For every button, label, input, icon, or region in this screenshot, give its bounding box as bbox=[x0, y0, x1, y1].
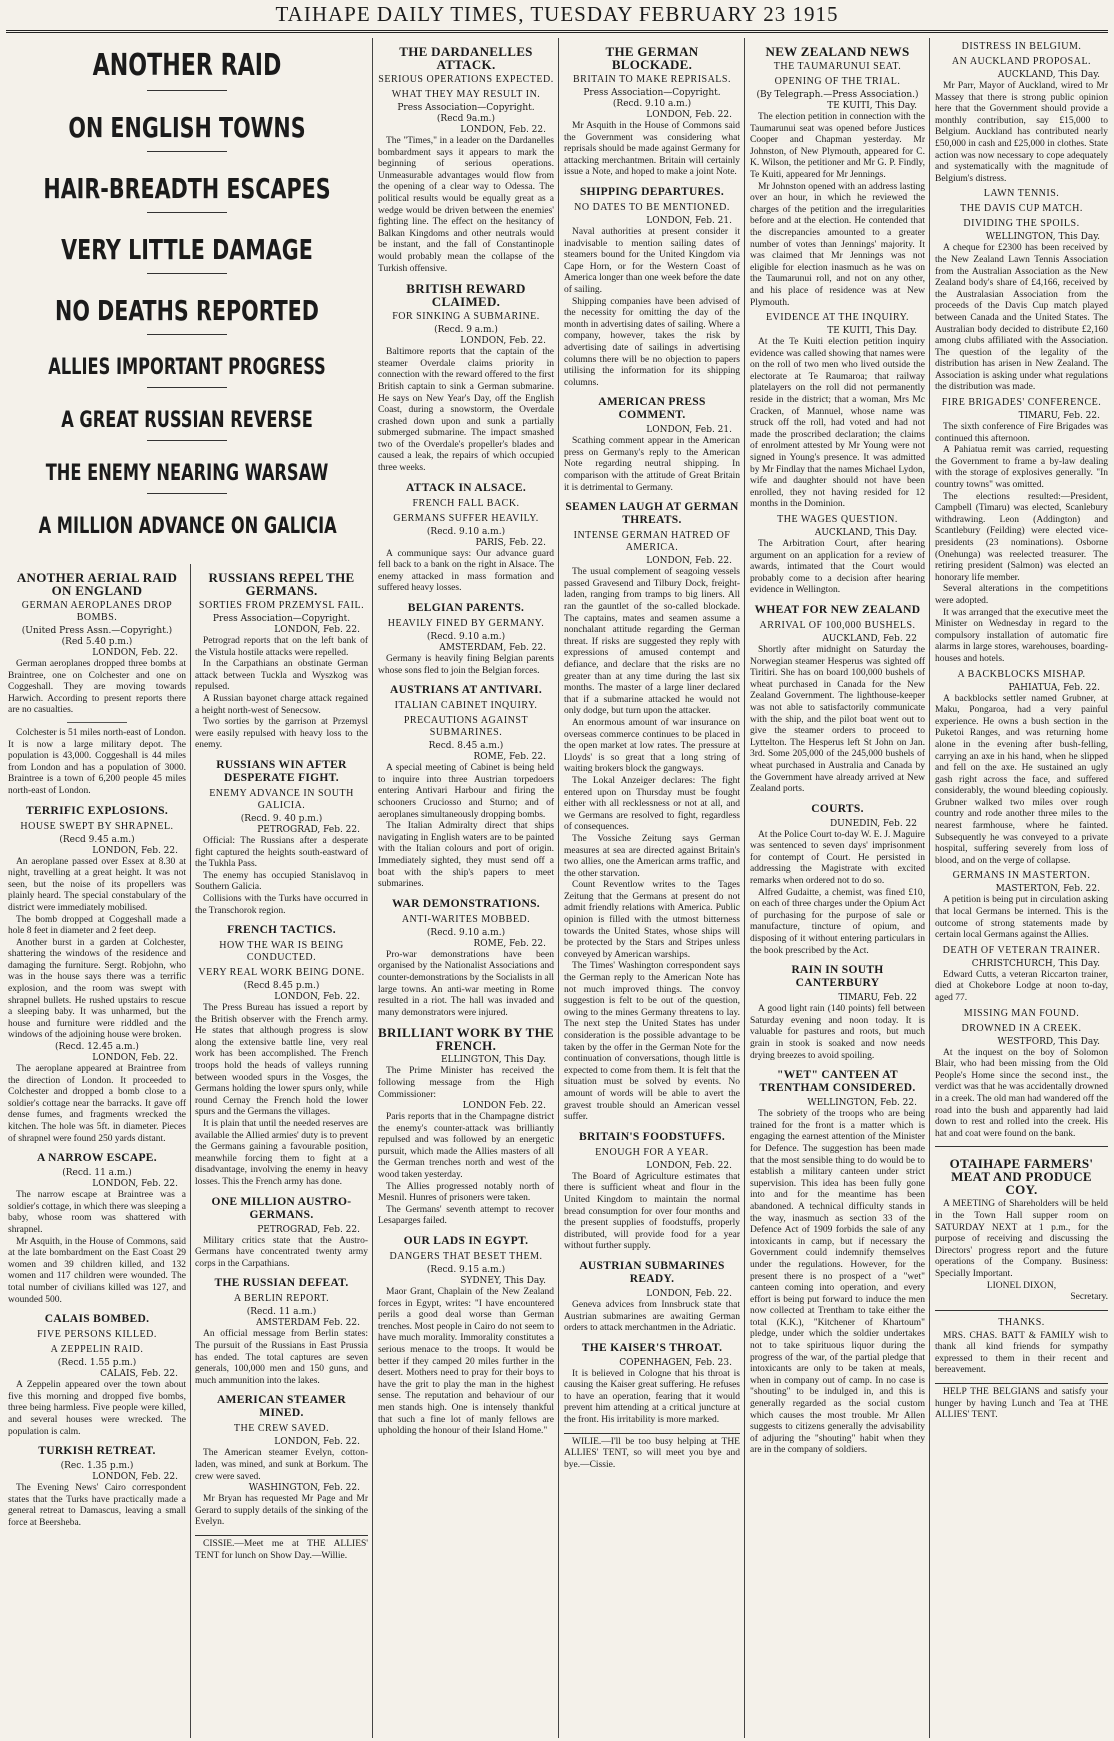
dateline: LONDON, Feb. 22. bbox=[274, 625, 360, 635]
received-time: (Recd. 1.55 p.m.) bbox=[57, 1358, 137, 1369]
dateline: WASHINGTON, Feb. 22. bbox=[248, 1483, 360, 1494]
dateline: LONDON, Feb. 22. bbox=[460, 125, 546, 135]
article-subheading: INTENSE GERMAN HATRED OF AMERICA. bbox=[573, 530, 731, 554]
dateline: LONDON, Feb. 22. bbox=[646, 1288, 732, 1299]
article-subheading: FRENCH FALL BACK. bbox=[412, 497, 520, 509]
article-heading: THE GERMAN BLOCKADE. bbox=[605, 44, 699, 72]
article-paragraph: At the Police Court to-day W. E. J. Maguire was sentenced to seven days' imprisonment for contempt of Court. He persisted in addressing the Magistrate with excited remarks when ordered not to do so. bbox=[750, 829, 925, 887]
notice-box bbox=[564, 1433, 740, 1472]
article-paragraph: Germany is heavily fining Belgian parents whose sons fled to join the Belgian forces. bbox=[378, 654, 554, 676]
column-3 bbox=[374, 38, 558, 1738]
article-subheading: THE TAUMARUNUI SEAT. bbox=[773, 61, 902, 72]
article-heading: THE DARDANELLES ATTACK. bbox=[399, 44, 533, 72]
received-time: (Rec. 1.35 p.m.) bbox=[60, 1461, 134, 1472]
headline: A MILLION ADVANCE ON GALICIA bbox=[38, 514, 337, 539]
dateline: LONDON, Feb. 22. bbox=[92, 1053, 178, 1064]
dateline: LONDON, Feb. 22. bbox=[274, 992, 360, 1003]
article-heading: TURKISH RETREAT. bbox=[38, 1445, 156, 1458]
article-paragraph: The usual complement of seagoing vessels passed Gravesend and Tilbury Dock, freight-laden, ranging from tramps to big liners. All ran the gauntlet of the so-called blockade. The captains, mates and seamen assume a nonchalant attitude regarding the German threat. If risks are suggested they reply with expressions of amused contempt and defiance, and declare that the risks are no greater than at any time during the last six months. The master of a large liner declared that if a submarine attacked he would not only dodge, but turn upon the attacker. bbox=[564, 567, 740, 717]
column-5 bbox=[746, 38, 929, 1738]
article-subheading: THE CREW SAVED. bbox=[233, 1423, 330, 1435]
article-paragraph: An enormous amount of war insurance on overseas commerce continues to be placed in the open market at low rates. The pressure at Lloyds' is so great that a long string of waiting brokers block the gangways. bbox=[564, 717, 740, 775]
divider bbox=[147, 151, 227, 152]
article-paragraph: The sobriety of the troops who are being trained for the front is a matter which is engaging the earnest attention of the Minister for Defence. The suggestion has been made that the most sensible thing to do would be to establish a military canteen under strict supervision. This idea has been fully gone into and for the meantime has been abandoned. A technical difficulty stands in the way, inasmuch as section 33 of the Defence Act of 1909 forbids the sale of any intoxicants in camp, but if necessary the Government could indemnify themselves under the regulations. However, for the present there is no prospect of a "wet" canteen coming into operation, and every effort is being put forward to induce the men now collected at Trentham to take either the total (K.K.), "Kitchener of Khartoum" pledge, under which the soldier undertakes not to take spirituous liquor during the progress of the war, of the partial pledge that intoxicants are only to be taken at meals, when in company out of camp. In no case is "shouting" to be indulged in, and this is generally regarded as the social custom which causes the most trouble. Mr Allen suggests to citizens generally the advisability of adjuring the "shouting" habit when they are in the company of soldiers. bbox=[750, 1109, 925, 1456]
column-2 bbox=[190, 564, 372, 1738]
article-paragraph: Baltimore reports that the captain of the steamer Overdale claims priority in connection with the reward offered to the first British captain to sink a German submarine. He says on New Year's Day, off the English Coast, during a snowstorm, the Overdale crashed down upon and sunk a partially submerged submarine. The impact smashed two of the Overdale's propeller's blades and caused a leak, the repairs of which occupied three weeks. bbox=[378, 347, 554, 474]
article-paragraph: Petrograd reports that on the left bank of the Vistula hostile attacks were repelled. bbox=[195, 636, 368, 658]
article-heading: SEAMEN LAUGH AT GERMAN THREATS. bbox=[565, 501, 739, 527]
personal-notice: CISSIE.—Meet me at THE ALLIES' TENT for lunch on Show Day.—Willie. bbox=[195, 1538, 368, 1561]
article-paragraph: The Times' Washington correspondent says the German reply to the American Note has not much improved things. The convoy suggestion is felt to be out of the question, owing to the mines Germany threatens to lay. The next step the United States has under consideration is the possible advantage to be taken by the offer in the German Note for the continuation of conversations, though little is expected to come from them. It is felt that the situation must be solved by events. No amount of words will be able to avert the gravest trouble should an American vessel suffer. bbox=[564, 961, 740, 1123]
article-subheading: LAWN TENNIS. bbox=[983, 188, 1060, 200]
dateline: AUCKLAND, Feb. 22 bbox=[822, 633, 917, 644]
article-paragraph: Geneva advices from Innsbruck state that Austrian submarines are awaiting German orders to attack merchantmen in the Adriatic. bbox=[564, 1299, 740, 1334]
dateline: MASTERTON, Feb. 22. bbox=[995, 884, 1100, 895]
article-paragraph: The election petition in connection with the Taumarunui seat was opened before Justices Cooper and Chapman yesterday. Mr Johnston, of New Plymouth, appeared for C. K. Wilson, the petitioner and Mr G. P. Findly, Te Kuiti, appeared for Mr Jennings. bbox=[750, 112, 925, 180]
article-paragraph: A Zeppelin appeared over the town about five this morning and dropped five bombs, three being harmless. Five people were killed, and several houses were wrecked. The population is calm. bbox=[8, 1380, 186, 1437]
article-paragraph: The Arbitration Court, after hearing argument on an application for a review of awards, intimated that the Court would probably come to a decision after hearing evidence in Wellington. bbox=[750, 539, 925, 596]
article-heading: SHIPPING DEPARTURES. bbox=[579, 185, 725, 198]
dateline: LONDON, Feb. 22. bbox=[460, 336, 546, 347]
article-subheading: MISSING MAN FOUND. bbox=[963, 1007, 1080, 1019]
advert-heading: OTAIHAPE FARMERS' MEAT AND PRODUCE COY. bbox=[949, 1156, 1094, 1198]
article-paragraph: The Italian Admiralty direct that ships navigating in English waters are to be painted with the Italian colours and port of origin. Immediately sighted, they must send off a boat with the ship's papers to meet submarines. bbox=[378, 821, 554, 890]
dateline: TIMARU, Feb. 22. bbox=[1018, 411, 1100, 422]
article-heading: AMERICAN PRESS COMMENT. bbox=[598, 396, 706, 422]
dateline: PETROGRAD, Feb. 22. bbox=[257, 824, 360, 835]
divider bbox=[147, 387, 227, 388]
article-paragraph: Mr Asquith in the House of Commons said the Government was considering what reprisals should be made against Germany for attacking merchantmen. Britain will certainly issue a Note, and hoped to make a joint Note. bbox=[564, 121, 740, 178]
article-paragraph: Shortly after midnight on Saturday the Norwegian steamer Hesperus was sighted off Tiritiri. She has on board 100,000 bushels of wheat purchased in Canada for the New Zealand Government. The lighthouse-keeper was not able to satisfactorily communicate with the ship, and the pilot boat went out to give the steamer orders to proceed to Lyttelton. The Hesperus left St John on Jan. 3rd. Some 205,000 of the 245,000 bushels of wheat purchased in Australia and Canada by the Government have already arrived at New Zealand ports. bbox=[750, 644, 925, 795]
article-paragraph: Mr Parr, Mayor of Auckland, wired to Mr Massey that there is strong public opinion here that the Government should provide a monthly contribution, say £15,000 to Belgium. Auckland has contributed nearly £50,000 in cash and £25,000 in clothes. State action was now necessary to cope adequately and systematically with the magnitude of Belgium's distress. bbox=[935, 81, 1108, 184]
notice-box bbox=[935, 1383, 1108, 1422]
personal-notice: HELP THE BELGIANS and satisfy your hunger by having Lunch and Tea at THE ALLIES' TENT. bbox=[935, 1387, 1108, 1421]
headline: ON ENGLISH TOWNS bbox=[68, 111, 306, 144]
article-subheading: A ZEPPELIN RAID. bbox=[50, 1344, 144, 1356]
article-paragraph: Another burst in a garden at Colchester, shattering the windows of the residence and damaging the furniture. Sergt. Robjohn, who was in the house says there was a terrific explosion, and the room was swept with shrapnel bullets. He rushed upstairs to rescue a sleeping baby. It was unharmed, but the house and furniture were riddled and the windows of the adjoining house were broken. bbox=[8, 937, 186, 1041]
article-subheading: HOW THE WAR IS BEING CONDUCTED. bbox=[219, 940, 344, 964]
dateline: PAHIATUA, Feb. 22. bbox=[1008, 682, 1100, 693]
dateline: PETROGRAD, Feb. 22. bbox=[257, 1224, 360, 1235]
advert-signature: LIONEL DIXON, bbox=[986, 1280, 1057, 1291]
article-subheading: FOR SINKING A SUBMARINE. bbox=[392, 311, 540, 323]
article-heading: COURTS. bbox=[811, 802, 864, 815]
article-heading: WAR DEMONSTRATIONS. bbox=[392, 897, 540, 910]
article-paragraph: The Board of Agriculture estimates that there is sufficient wheat and flour in the United Kingdom to maintain the normal bread consumption for over four months and the present supplies of foodstuffs, properly distributed, will provide food for a year without further supply. bbox=[564, 1171, 740, 1252]
article-subheading: HEAVILY FINED BY GERMANY. bbox=[387, 618, 545, 630]
article-paragraph: The "Times," in a leader on the Dardanelles bombardment says it appears to mark the beginning of serious operations. Unmeasurable advantages would flow from the opening of a clear way to Odessa. The political results would be equally great as a wedge would be driven between the enemies' fighting line. The effect on the hesitancy of Balkan Kingdoms and other neutrals would be instant, and the fall of Constantinople would probably mean the collapse of the Turkish offensive. bbox=[378, 136, 554, 274]
article-paragraph: A cheque for £2300 has been received by the New Zealand Lawn Tennis Association from the Australian Association as the New Zealand body's share of £4,166, received by the Australasian Association from the proceeds of the Davis Cup match played between Canada and the United States. The Australian body decided to distribute £2,160 among clubs affiliated with the Association. The question of the legality of the distribution has arisen in New Zealand. The Association is asking under what regulations the distribution was made. bbox=[935, 243, 1108, 393]
article-paragraph: The Evening News' Cairo correspondent states that the Turks have practically made a general retreat to Damascus, leaving a small force at Beersheba. bbox=[8, 1483, 186, 1528]
wire-credit: Press Association—Copyright. bbox=[397, 103, 535, 113]
article-paragraph: The Lokal Anzeiger declares: The fight entered upon on Thursday must be fought either with all recklessness or not at all, and we Germans are resolved to fight, regardless of consequences. bbox=[564, 775, 740, 833]
article-subheading: A BERLIN REPORT. bbox=[233, 1293, 330, 1305]
article-paragraph: The Prime Minister has received the following message from the High Commissioner: bbox=[378, 1066, 554, 1100]
wire-credit: Press Association—Copyright. bbox=[212, 614, 351, 624]
article-paragraph: A Pahiatua remit was carried, requesting the Government to frame a by-law dealing with the storage of explosives generally. "In country towns" was omitted. bbox=[935, 445, 1108, 491]
dateline: WELLINGTON, Feb. 22. bbox=[807, 1098, 917, 1109]
dateline: LONDON, Feb. 21. bbox=[646, 425, 732, 436]
received-time: (Recd. 9. 40 p.m.) bbox=[240, 813, 323, 824]
divider bbox=[147, 212, 227, 213]
section-heading: NEW ZEALAND NEWS bbox=[765, 44, 910, 59]
received-time: (Recd. 11 a.m.) bbox=[246, 1307, 317, 1318]
received-time: (Recd 9.45 a.m.) bbox=[59, 834, 135, 845]
dateline: LONDON, Feb. 22. bbox=[646, 556, 732, 567]
column-1 bbox=[4, 564, 190, 1738]
article-subheading: DISTRESS IN BELGIUM. bbox=[961, 41, 1082, 52]
article-subheading: SORTIES FROM PRZEMYSL FAIL. bbox=[198, 600, 365, 611]
received-time: (Recd. 9.10 a.m.) bbox=[426, 927, 506, 938]
article-heading: RUSSIANS REPEL THE GERMANS. bbox=[208, 570, 355, 598]
article-paragraph: The narrow escape at Braintree was a soldier's cottage, in which there was sleeping a baby, whose room was shattered with shrapnel. bbox=[8, 1190, 186, 1235]
article-subheading: PRECAUTIONS AGAINST SUBMARINES. bbox=[403, 715, 529, 739]
article-paragraph: The aeroplane appeared at Braintree from the direction of London. It proceeded to Colchester and dropped a bomb close to a soldier's cottage near the barracks. It gave off dense fumes, and fragments wrecked the kitchen. The hole was 5ft. in diameter. Pieces of shrapnel were found 250 yards distant. bbox=[8, 1064, 186, 1144]
column-6 bbox=[931, 38, 1112, 1738]
article-subheading: SERIOUS OPERATIONS EXPECTED. bbox=[378, 74, 554, 85]
dateline: ROME, Feb. 22. bbox=[473, 938, 546, 949]
headline: VERY LITTLE DAMAGE bbox=[61, 233, 313, 266]
article-heading: BELGIAN PARENTS. bbox=[407, 602, 525, 615]
article-paragraph: A petition is being put in circulation asking that local Germans be interned. This is the outcome of strong statements made by certain local Germans against the Allies. bbox=[935, 895, 1108, 941]
article-subheading: VERY REAL WORK BEING DONE. bbox=[198, 967, 365, 979]
advert-text: MRS. CHAS. BATT & FAMILY wish to thank all kind friends for sympathy expressed to them in their recent and bereavement. bbox=[935, 1330, 1108, 1376]
divider bbox=[147, 440, 227, 441]
article-subheading: A BACKBLOCKS MISHAP. bbox=[957, 668, 1086, 680]
article-subheading: GERMANS SUFFER HEAVILY. bbox=[393, 512, 539, 524]
article-paragraph: At the inquest on the boy of Solomon Blair, who had been missing from the Old People's Home since the second inst., the verdict was that he was accidentally drowned in a creek. The old man had wandered off the road into the bush and apparently had laid down to rest and rolled into the creek. His hat and coat were found on the bank. bbox=[935, 1047, 1108, 1139]
received-time: (Recd 9a.m.) bbox=[436, 114, 496, 124]
dateline: DUNEDIN, Feb. 22 bbox=[829, 818, 917, 829]
dateline: TE KUITI, This Day. bbox=[827, 101, 917, 111]
dateline: LONDON, Feb. 22. bbox=[92, 1179, 178, 1190]
headline: A GREAT RUSSIAN REVERSE bbox=[61, 408, 313, 433]
headline: NO DEATHS REPORTED bbox=[55, 294, 319, 327]
article-heading: WHEAT FOR NEW ZEALAND bbox=[754, 603, 921, 616]
article-subheading: EVIDENCE AT THE INQUIRY. bbox=[765, 312, 910, 324]
article-paragraph: Paris reports that in the Champagne district the enemy's counter-attack was brilliantly repulsed and was followed by an energetic pursuit, which made the Allies masters of all the German trenches north and west of the wood taken yesterday. bbox=[378, 1112, 554, 1181]
headline: ANOTHER RAID bbox=[92, 48, 282, 83]
headline: THE ENEMY NEARING WARSAW bbox=[45, 461, 329, 486]
article-subheading: DIVIDING THE SPOILS. bbox=[963, 218, 1080, 230]
article-heading: OUR LADS IN EGYPT. bbox=[403, 1235, 529, 1248]
dateline: AUCKLAND, This Day. bbox=[997, 70, 1100, 80]
dateline: LONDON, Feb. 22. bbox=[92, 648, 178, 658]
dateline: LONDON, Feb. 22. bbox=[274, 1437, 360, 1448]
divider bbox=[147, 493, 227, 494]
dateline: LONDON Feb. 22. bbox=[462, 1101, 546, 1112]
divider bbox=[147, 334, 227, 335]
advert-text: A MEETING of Shareholders will be held in the Town Hall supper room on SATURDAY NEXT at 1 p.m., for the purpose of receiving and discussing the Directors' progress report and the future operations of the Company. Business: Specially Important. bbox=[935, 1199, 1108, 1279]
article-subheading: NO DATES TO BE MENTIONED. bbox=[574, 201, 730, 213]
article-paragraph: The bomb dropped at Coggeshall made a hole 8 feet in diameter and 2 feet deep. bbox=[8, 914, 186, 937]
dateline: CHRISTCHURCH, This Day. bbox=[971, 958, 1100, 969]
article-paragraph: A backblocks settler named Grubner, at Maku, Pongaroa, had a very painful experience. He owns a bush section in the Puketoi Ranges, and was returning home alone in the evening after bush-felling, carrying an axe in his hand, when he slipped and fell on the axe. He sustained an ugly gash right across the face, and suffered considerably, the wound bleeding copiously. Grubner walked two miles over rough country and rode another three miles to the nearest farmhouse, where he fainted. Subsequently he was conveyed to a private hospital, suffering severely from loss of blood, and on the verge of collapse. bbox=[935, 693, 1108, 866]
article-paragraph: Collisions with the Turks have occurred in the Transchorok region. bbox=[195, 893, 368, 916]
article-heading: ANOTHER AERIAL RAID ON ENGLAND bbox=[16, 570, 178, 598]
article-paragraph: The Vossiche Zeitung says German measures at sea are directed against Britain's two allies, one the American arms traffic, and the other starvation. bbox=[564, 833, 740, 879]
advertisement bbox=[935, 1310, 1108, 1377]
received-time: (Recd. 9.10 a.m.) bbox=[426, 632, 506, 643]
article-paragraph: Pro-war demonstrations have been organised by the Nationalist Associations and counter-demonstrations by the Socialists in all large towns. An anti-war meeting in Rome resulted in a riot. The hall was invaded and many demonstrators were injured. bbox=[378, 949, 554, 1018]
personal-notice: WILIE.—I'll be too busy helping at THE ALLIES' TENT, so will meet you bye and bye.—Cissie. bbox=[564, 1436, 740, 1470]
article-paragraph: Mr Bryan has requested Mr Page and Mr Gerard to supply details of the sinking of the Evelyn. bbox=[195, 1494, 368, 1528]
masthead: TAIHAPE DAILY TIMES, TUESDAY FEBRUARY 23 1915 bbox=[275, 2, 839, 26]
article-paragraph: The Allies progressed notably north of Mesnil. Hunres of prisoners were taken. bbox=[378, 1181, 554, 1204]
dateline: LONDON, Feb. 22. bbox=[646, 110, 732, 120]
wire-credit: (United Press Assn.—Copyright.) bbox=[21, 626, 173, 636]
article-heading: BRITISH REWARD CLAIMED. bbox=[406, 281, 526, 310]
article-paragraph: Alfred Gudaitte, a chemist, was fined £10, on each of three charges under the Opium Act of purchasing for the purpose of sale or manufacture, tincture of opium, and disposing of it without entering particulars in the book prescribed by the Act. bbox=[750, 887, 925, 956]
headline: ALLIES IMPORTANT PROGRESS bbox=[48, 355, 326, 380]
article-paragraph: The American steamer Evelyn, cotton-laden, was mined, and sunk at Borkum. The crew were saved. bbox=[195, 1448, 368, 1482]
article-heading: AUSTRIANS AT ANTIVARI. bbox=[390, 684, 542, 697]
article-heading: A NARROW ESCAPE. bbox=[37, 1152, 157, 1165]
article-subheading: ANTI-WARITES MOBBED. bbox=[401, 913, 531, 925]
notice-box bbox=[195, 1535, 368, 1562]
article-paragraph: Count Reventlow writes to the Tages Zeitung that the Germans at present do not admit friendly relations with America. Public opinion is filled with the utmost bitterness towards the United States, whose ships will be protected by the Stars and Stripes unless conveyed by American warships. bbox=[564, 880, 740, 960]
article-subheading: THE WAGES QUESTION. bbox=[777, 514, 898, 525]
divider bbox=[147, 273, 227, 274]
article-heading: BRILLIANT WORK BY THE FRENCH. bbox=[378, 1025, 554, 1054]
article-subheading: HOUSE SWEPT BY SHRAPNEL. bbox=[20, 820, 174, 832]
received-time: (Recd. 9 a.m.) bbox=[434, 325, 498, 336]
article-subheading: FIRE BRIGADES' CONFERENCE. bbox=[941, 397, 1102, 409]
article-paragraph: Scathing comment appear in the American press on Germany's reply to the American Note regarding neutral shipping. In comparison with the attitude of Great Britain it is detrimental to Germany. bbox=[564, 436, 740, 493]
wire-credit: (By Telegraph.—Press Association.) bbox=[756, 90, 919, 100]
article-paragraph: Military critics state that the Austro-Germans have concentrated twenty army corps in the Carpathians. bbox=[195, 1235, 368, 1269]
article-heading: RUSSIANS WIN AFTER DESPERATE FIGHT. bbox=[216, 758, 347, 784]
article-paragraph: At the Te Kuiti election petition inquiry evidence was called showing that names were on the roll of two men who lived outside the electorate at Te Raumaroa; that railway platelayers on the roll did not permanently reside in the district; that a woman, Mrs Mc Cracken, of Mannuel, whose name was struck off the roll, had voted and had not made the proscribed declaration; the claims of enrolment attested by Mr Young were not signed in Young's presence. It was admitted by Mr Findlay that the names Michael Lydon, wife and daughter should not have been enrolled, they not having resided for 12 months in the Dominion. bbox=[750, 337, 925, 510]
dateline: TE KUITI, This Day. bbox=[827, 326, 917, 337]
article-paragraph: In the Carpathians an obstinate German attack between Tuckla and Wyszkog was repulsed. bbox=[195, 659, 368, 693]
divider bbox=[67, 722, 127, 723]
article-heading: FRENCH TACTICS. bbox=[227, 924, 336, 937]
received-time: (Recd. 12.45 a.m.) bbox=[55, 1042, 139, 1053]
article-paragraph: Mr Johnston opened with an address lasting over an hour, in which he reviewed the charges of the petition and the irregularities before and at the election. He contended that the discrepancies amounted to a greater number of votes than Jennings' majority. It was claimed that Mr Jennings was not eligible for election inasmuch as he was on the Taumarunui roll, and not on any other, and his place of residence was at New Plymouth. bbox=[750, 181, 925, 308]
dateline: CALAIS, Feb. 22. bbox=[100, 1369, 178, 1380]
masthead-rule bbox=[6, 30, 1108, 33]
article-subheading: DROWNED IN A CREEK. bbox=[961, 1022, 1082, 1034]
article-heading: BRITAIN'S FOODSTUFFS. bbox=[578, 1130, 726, 1143]
dateline: AMSTERDAM, Feb. 22. bbox=[439, 643, 546, 654]
dateline: WELLINGTON, This Day. bbox=[985, 232, 1100, 243]
article-heading: RAIN IN SOUTH CANTERBURY bbox=[791, 964, 884, 990]
received-time: (Recd. 9.10 a.m.) bbox=[426, 526, 506, 537]
received-time: (Recd 8.45 p.m.) bbox=[243, 981, 320, 992]
article-heading: "WET" CANTEEN AT TRENTHAM CONSIDERED. bbox=[759, 1069, 916, 1095]
wire-credit: Press Association—Copyright. bbox=[583, 88, 721, 98]
article-subheading: DANGERS THAT BESET THEM. bbox=[389, 1251, 543, 1263]
received-time: Recd. 8.45 a.m.) bbox=[428, 741, 504, 752]
dateline: COPENHAGEN, Feb. 23. bbox=[619, 1357, 732, 1368]
article-subheading: WHAT THEY MAY RESULT IN. bbox=[391, 89, 541, 100]
article-paragraph: Maor Grant, Chaplain of the New Zealand forces in Egypt, writes: "I have encountered perils a good deal worse than German trenches. Most people in Cairo do not seem to have much morality. Immorality constitutes a serious menace to the troops. It would be better if they camped 20 miles further in the desert. Mothers need to pray for their boys to have the grit to play the man in the highest sense. The reputation and behaviour of our men stands high. One is intensely thankful that such a fine lot of manly fellows are upholding the honour of their Island Home." bbox=[378, 1287, 554, 1437]
received-time: (Recd. 9.10 a.m.) bbox=[612, 99, 692, 109]
article-paragraph: A special meeting of Cabinet is being held to inquire into three Austrian torpedoers entering Antivari Harbour and firing the schooners Cruciosso and Sturno; and of aeroplanes simultaneously dropping bombs. bbox=[378, 763, 554, 820]
article-paragraph: The sixth conference of Fire Brigades was continued this afternoon. bbox=[935, 422, 1108, 444]
article-paragraph: The elections resulted:—President, Campbell (Timaru) was elected, Scanlebury withdrawing. Leon (Addington) and Scantlebury (Feilding) were elected vice-presidents (23 nominations). Osborne (Onehunga) was reelected treasurer. The retiring president (Salmon) was elected an honorary life member. bbox=[935, 491, 1108, 583]
article-paragraph: The enemy has occupied Stanislavoq in Southern Galicia. bbox=[195, 870, 368, 893]
article-paragraph: A communique says: Our advance guard fell back to a bank on the right in Alsace. The enemy attacked in mass formation and suffered heavy losses. bbox=[378, 548, 554, 594]
article-paragraph: A good light rain (140 points) fell between Saturday evening and noon today. It is valuable for pastures and roots, but much grain in stook is soaked and now needs drying breezes to avoid spoiling. bbox=[750, 1004, 925, 1061]
dateline: LONDON, Feb. 22. bbox=[92, 1472, 178, 1483]
dateline: TIMARU, Feb. 22 bbox=[838, 993, 917, 1004]
dateline: LONDON, Feb. 22. bbox=[92, 845, 178, 856]
article-heading: ATTACK IN ALSACE. bbox=[405, 481, 526, 494]
article-heading: ONE MILLION AUSTRO-GERMANS. bbox=[211, 1195, 352, 1221]
article-subheading: GERMAN AEROPLANES DROP BOMBS. bbox=[21, 600, 173, 623]
dateline: ROME, Feb. 22. bbox=[473, 752, 546, 763]
article-heading: THE KAISER'S THROAT. bbox=[581, 1341, 723, 1354]
advert-heading: THANKS. bbox=[998, 1316, 1045, 1328]
article-subheading: BRITAIN TO MAKE REPRISALS. bbox=[573, 74, 731, 85]
dateline: LONDON, Feb. 21. bbox=[646, 215, 732, 226]
article-heading: AUSTRIAN SUBMARINES READY. bbox=[579, 1259, 725, 1285]
received-time: (Red 5.40 p.m.) bbox=[61, 637, 133, 647]
article-subheading: THE DAVIS CUP MATCH. bbox=[960, 203, 1083, 215]
column-4 bbox=[560, 38, 744, 1738]
article-paragraph: A Russian bayonet charge attack regained a height north-west of Senecsow. bbox=[195, 693, 368, 716]
article-subheading: ENEMY ADVANCE IN SOUTH GALICIA. bbox=[209, 787, 354, 811]
article-subheading: AN AUCKLAND PROPOSAL. bbox=[951, 56, 1092, 67]
article-paragraph: Edward Cutts, a veteran Riccarton trainer, died at Chokebore Lodge at noon to-day, aged 77. bbox=[935, 969, 1108, 1003]
article-heading: THE RUSSIAN DEFEAT. bbox=[214, 1277, 349, 1290]
article-paragraph: The Germans' seventh attempt to recover Lesaparges failed. bbox=[378, 1204, 554, 1227]
article-subheading: DEATH OF VETERAN TRAINER. bbox=[942, 944, 1101, 956]
dateline: ELLINGTON, This Day. bbox=[440, 1055, 546, 1066]
article-heading: TERRIFIC EXPLOSIONS. bbox=[25, 804, 169, 817]
article-paragraph: It is believed in Cologne that his throat is causing the Kaiser great suffering. He refuses to have an operation, fearing that it would prevent him attending at a critical juncture at the front. His irritability is more marked. bbox=[564, 1368, 740, 1426]
article-subheading: ENOUGH FOR A YEAR. bbox=[595, 1146, 709, 1158]
received-time: (Recd. 9.15 a.m.) bbox=[426, 1265, 506, 1276]
article-paragraph: It is plain that until the needed reserves are available the Allied armies' duty is to prevent the Germans gaining a favourable position, meanwhile forcing them to fight at a disadvantage, involving the enemy in heavy losses. This the French army has done. bbox=[195, 1119, 368, 1187]
article-paragraph: An official message from Berlin states: The pursuit of the Russians in East Prussia has ended. The total captures are seven generals, 100,000 men and 150 guns, and much ammunition into the lakes. bbox=[195, 1329, 368, 1386]
article-paragraph: An aeroplane passed over Essex at 8.30 at night, travelling at a great height. It was not seen, but the noise of its propellers was plainly heard. The special constabulary of the district were immediately mobilised. bbox=[8, 856, 186, 913]
advertisement bbox=[935, 1146, 1108, 1303]
article-paragraph: Several alterations in the competitions were adopted. bbox=[935, 584, 1108, 606]
article-paragraph: It was arranged that the executive meet the Minister on Wednesday in regard to the compulsory installation of automatic fire alarms in large stores, warehouses, boarding-houses and hotels. bbox=[935, 607, 1108, 664]
article-paragraph: Naval authorities at present consider it inadvisable to mention sailing dates of steamers bound for the United Kingdom via Cape Horn, or for the Western Coast of America longer than one week before the date of sailing. bbox=[564, 226, 740, 295]
article-paragraph: Mr Asquith, in the House of Commons, said at the late bombardment on the East Coast 29 women and 39 children killed, and 132 women and 117 children were wounded. The total number of civilians killed was 127, and wounded 500. bbox=[8, 1236, 186, 1305]
dateline: AUCKLAND, This Day. bbox=[814, 528, 917, 538]
article-subheading: ITALIAN CABINET INQUIRY. bbox=[394, 700, 538, 712]
dateline: SYDNEY, This Day. bbox=[460, 1276, 546, 1287]
article-subheading: OPENING OF THE TRIAL. bbox=[774, 76, 901, 87]
dateline: WESTFORD, This Day. bbox=[997, 1036, 1100, 1047]
headline: HAIR-BREADTH ESCAPES bbox=[43, 172, 331, 205]
article-heading: CALAIS BOMBED. bbox=[44, 1313, 150, 1326]
received-time: (Recd. 11 a.m.) bbox=[62, 1168, 132, 1179]
article-heading: AMERICAN STEAMER MINED. bbox=[216, 1394, 347, 1420]
headline-stack bbox=[6, 38, 368, 558]
dateline: LONDON, Feb. 22. bbox=[646, 1160, 732, 1171]
article-subheading: FIVE PERSONS KILLED. bbox=[37, 1329, 157, 1341]
article-paragraph: Shipping companies have been advised of the necessity for omitting the day of the month in advertising dates of sailing. Where a company, however, takes the risk by advertising date of sailings in advertising columns there will be no objection to papers utilising the information for its shipping columns. bbox=[564, 296, 740, 388]
article-paragraph: Two sorties by the garrison at Przemysl were easily repulsed with heavy loss to the enemy. bbox=[195, 717, 368, 751]
article-paragraph: German aeroplanes dropped three bombs at Braintree, one on Colchester and one on Coggeshall. They are moving towards Harwich. According to present reports there are no casualties. bbox=[8, 659, 186, 716]
article-subheading: GERMANS IN MASTERTON. bbox=[952, 870, 1091, 882]
divider bbox=[147, 90, 227, 91]
article-paragraph: Official: The Russians after a desperate fight captured the heights south-eastward of the Tukhla Pass. bbox=[195, 835, 368, 870]
dateline: PARIS, Feb. 22. bbox=[475, 537, 546, 548]
article-paragraph: The Press Bureau has issued a report by the British observer with the French army. He states that although progress is slow along the extensive battle line, very real work has been accomplished. The French troops hold the heads of valleys running between wooded spurs in the Vosges, the Germans holding the lower spurs only, while round Cernay the French hold the lower spurs and the Germans the villages. bbox=[195, 1003, 368, 1118]
article-subheading: ARRIVAL OF 100,000 BUSHELS. bbox=[759, 619, 916, 631]
dateline: AMSTERDAM Feb. 22. bbox=[256, 1318, 360, 1329]
article-paragraph: Colchester is 51 miles north-east of London. It is now a large military depot. The population is 43,000. Coggeshall is 44 miles from London and has a population of 3000. Braintree is a town of 6,200 people 45 miles north-east of London. bbox=[8, 727, 186, 796]
advert-signature-title: Secretary. bbox=[1070, 1292, 1108, 1303]
